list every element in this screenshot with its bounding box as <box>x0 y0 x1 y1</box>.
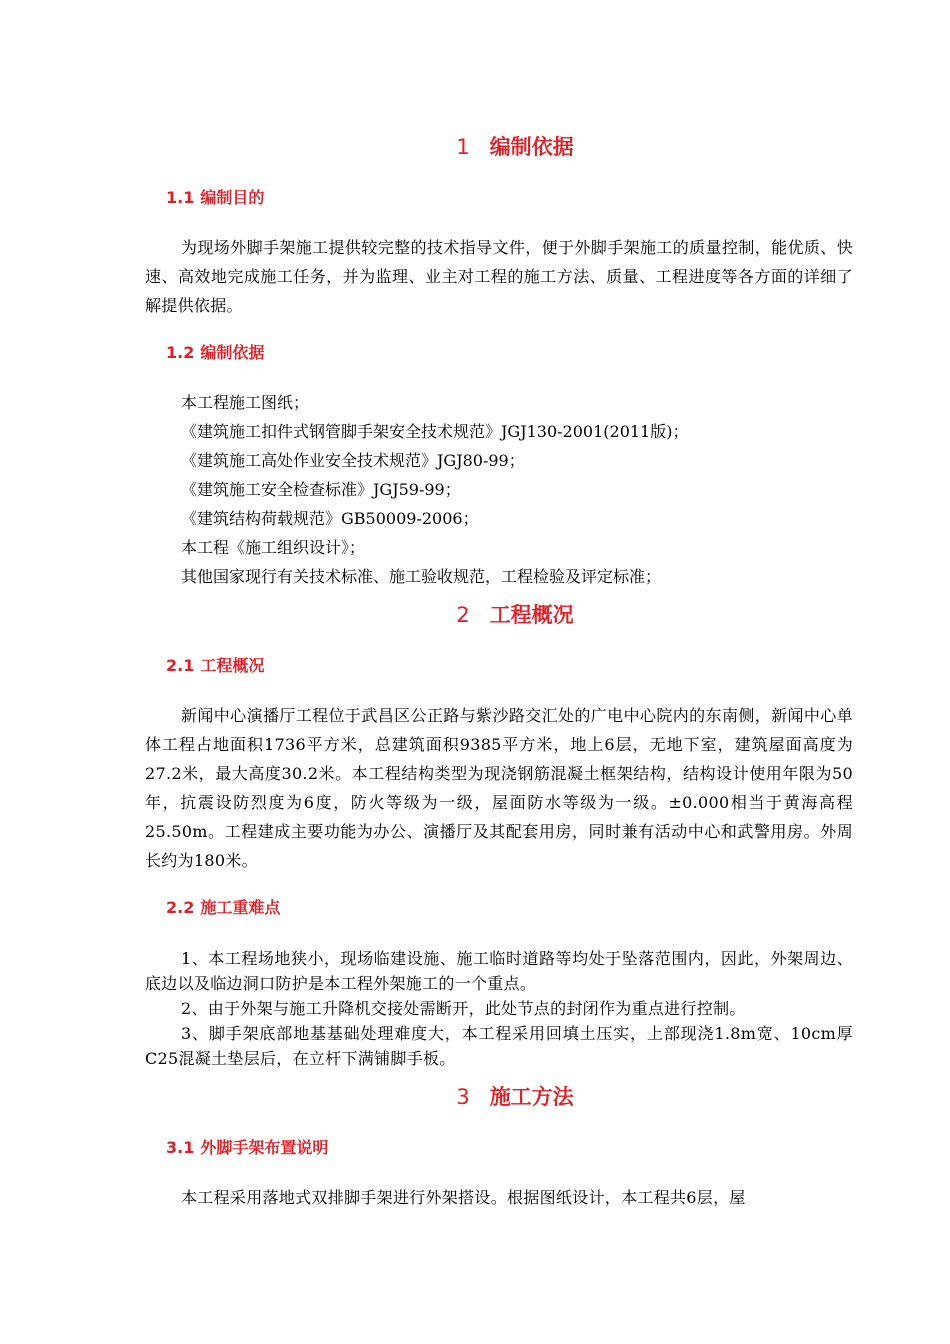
subsection-title: 外脚手架布置说明 <box>200 1138 329 1157</box>
subsection-title: 工程概况 <box>200 656 265 675</box>
section-number: 3 <box>456 1085 470 1109</box>
difficulty-item: 1、本工程场地狭小，现场临建设施、施工临时道路等均处于坠落范围内，因此，外架周边、底边以及临边洞口防护是本工程外架施工的一个重点。 <box>145 949 853 993</box>
subsection-number: 1.1 <box>166 188 195 207</box>
subsection-number: 2.2 <box>166 898 195 917</box>
list-item: 其他国家现行有关技术标准、施工验收规范，工程检验及评定标准； <box>181 567 662 586</box>
section-number: 1 <box>456 135 470 159</box>
section-title: 施工方法 <box>489 1085 574 1109</box>
section-3-heading <box>0 1085 950 1109</box>
list-item: 本工程施工图纸； <box>181 393 310 412</box>
subsection-number: 3.1 <box>166 1138 195 1157</box>
difficulty-item: 2、由于外架与施工升降机交接处需断开，此处节点的封闭作为重点进行控制。 <box>181 999 746 1018</box>
subsection-title: 施工重难点 <box>200 898 281 917</box>
overview-paragraph: 新闻中心演播厅工程位于武昌区公正路与紫沙路交汇处的广电中心院内的东南侧，新闻中心单体工程占地面积1736平方米，总建筑面积9385平方米，地上6层，无地下室，建筑屋面高度为27.2米，最大高度30.2米。本工程结构类型为现浇钢筋混凝土框架结构，结构设计使用年限为50年，抗震设防烈度为6度，防火等级为一级，屋面防水等级为一级。±0.000相当于黄海高程25.50m。工程建成主要功能为办公、演播厅及其配套用房，同时兼有活动中心和武警用房。外周长约为180米。 <box>145 706 853 870</box>
list-item: 《建筑施工高处作业安全技术规范》JGJ80-99； <box>181 451 525 470</box>
subsection-number: 2.1 <box>166 656 195 675</box>
list-item: 本工程《施工组织设计》； <box>181 538 366 557</box>
subsection-1-1-heading <box>166 188 264 208</box>
subsection-1-2-heading <box>166 343 264 363</box>
subsection-title: 编制目的 <box>200 188 265 207</box>
difficulty-item: 3、脚手架底部地基基础处理难度大，本工程采用回填土压实，上部现浇1.8m宽、10cm厚C25混凝土垫层后，在立杆下满铺脚手板。 <box>145 1024 853 1068</box>
list-item: 《建筑结构荷载规范》GB50009-2006； <box>181 509 479 528</box>
section-2-heading <box>0 603 950 627</box>
subsection-2-2-heading <box>166 898 280 918</box>
section-title: 编制依据 <box>489 135 574 159</box>
subsection-3-1-heading <box>166 1138 328 1158</box>
section-number: 2 <box>456 603 470 627</box>
list-item: 《建筑施工安全检查标准》JGJ59-99； <box>181 480 461 499</box>
subsection-title: 编制依据 <box>200 343 265 362</box>
layout-paragraph: 本工程采用落地式双排脚手架进行外架搭设。根据图纸设计，本工程共6层，屋 <box>181 1188 746 1207</box>
section-1-heading <box>0 135 950 159</box>
list-item: 《建筑施工扣件式钢管脚手架安全技术规范》JGJ130-2001(2011版)； <box>181 422 689 441</box>
purpose-paragraph: 为现场外脚手架施工提供较完整的技术指导文件，便于外脚手架施工的质量控制，能优质、快速、高效地完成施工任务，并为监理、业主对工程的施工方法、质量、工程进度等各方面的详细了解提供依据。 <box>145 238 853 315</box>
basis-list <box>181 388 861 591</box>
subsection-2-1-heading <box>166 656 264 676</box>
subsection-number: 1.2 <box>166 343 195 362</box>
section-title: 工程概况 <box>489 603 574 627</box>
